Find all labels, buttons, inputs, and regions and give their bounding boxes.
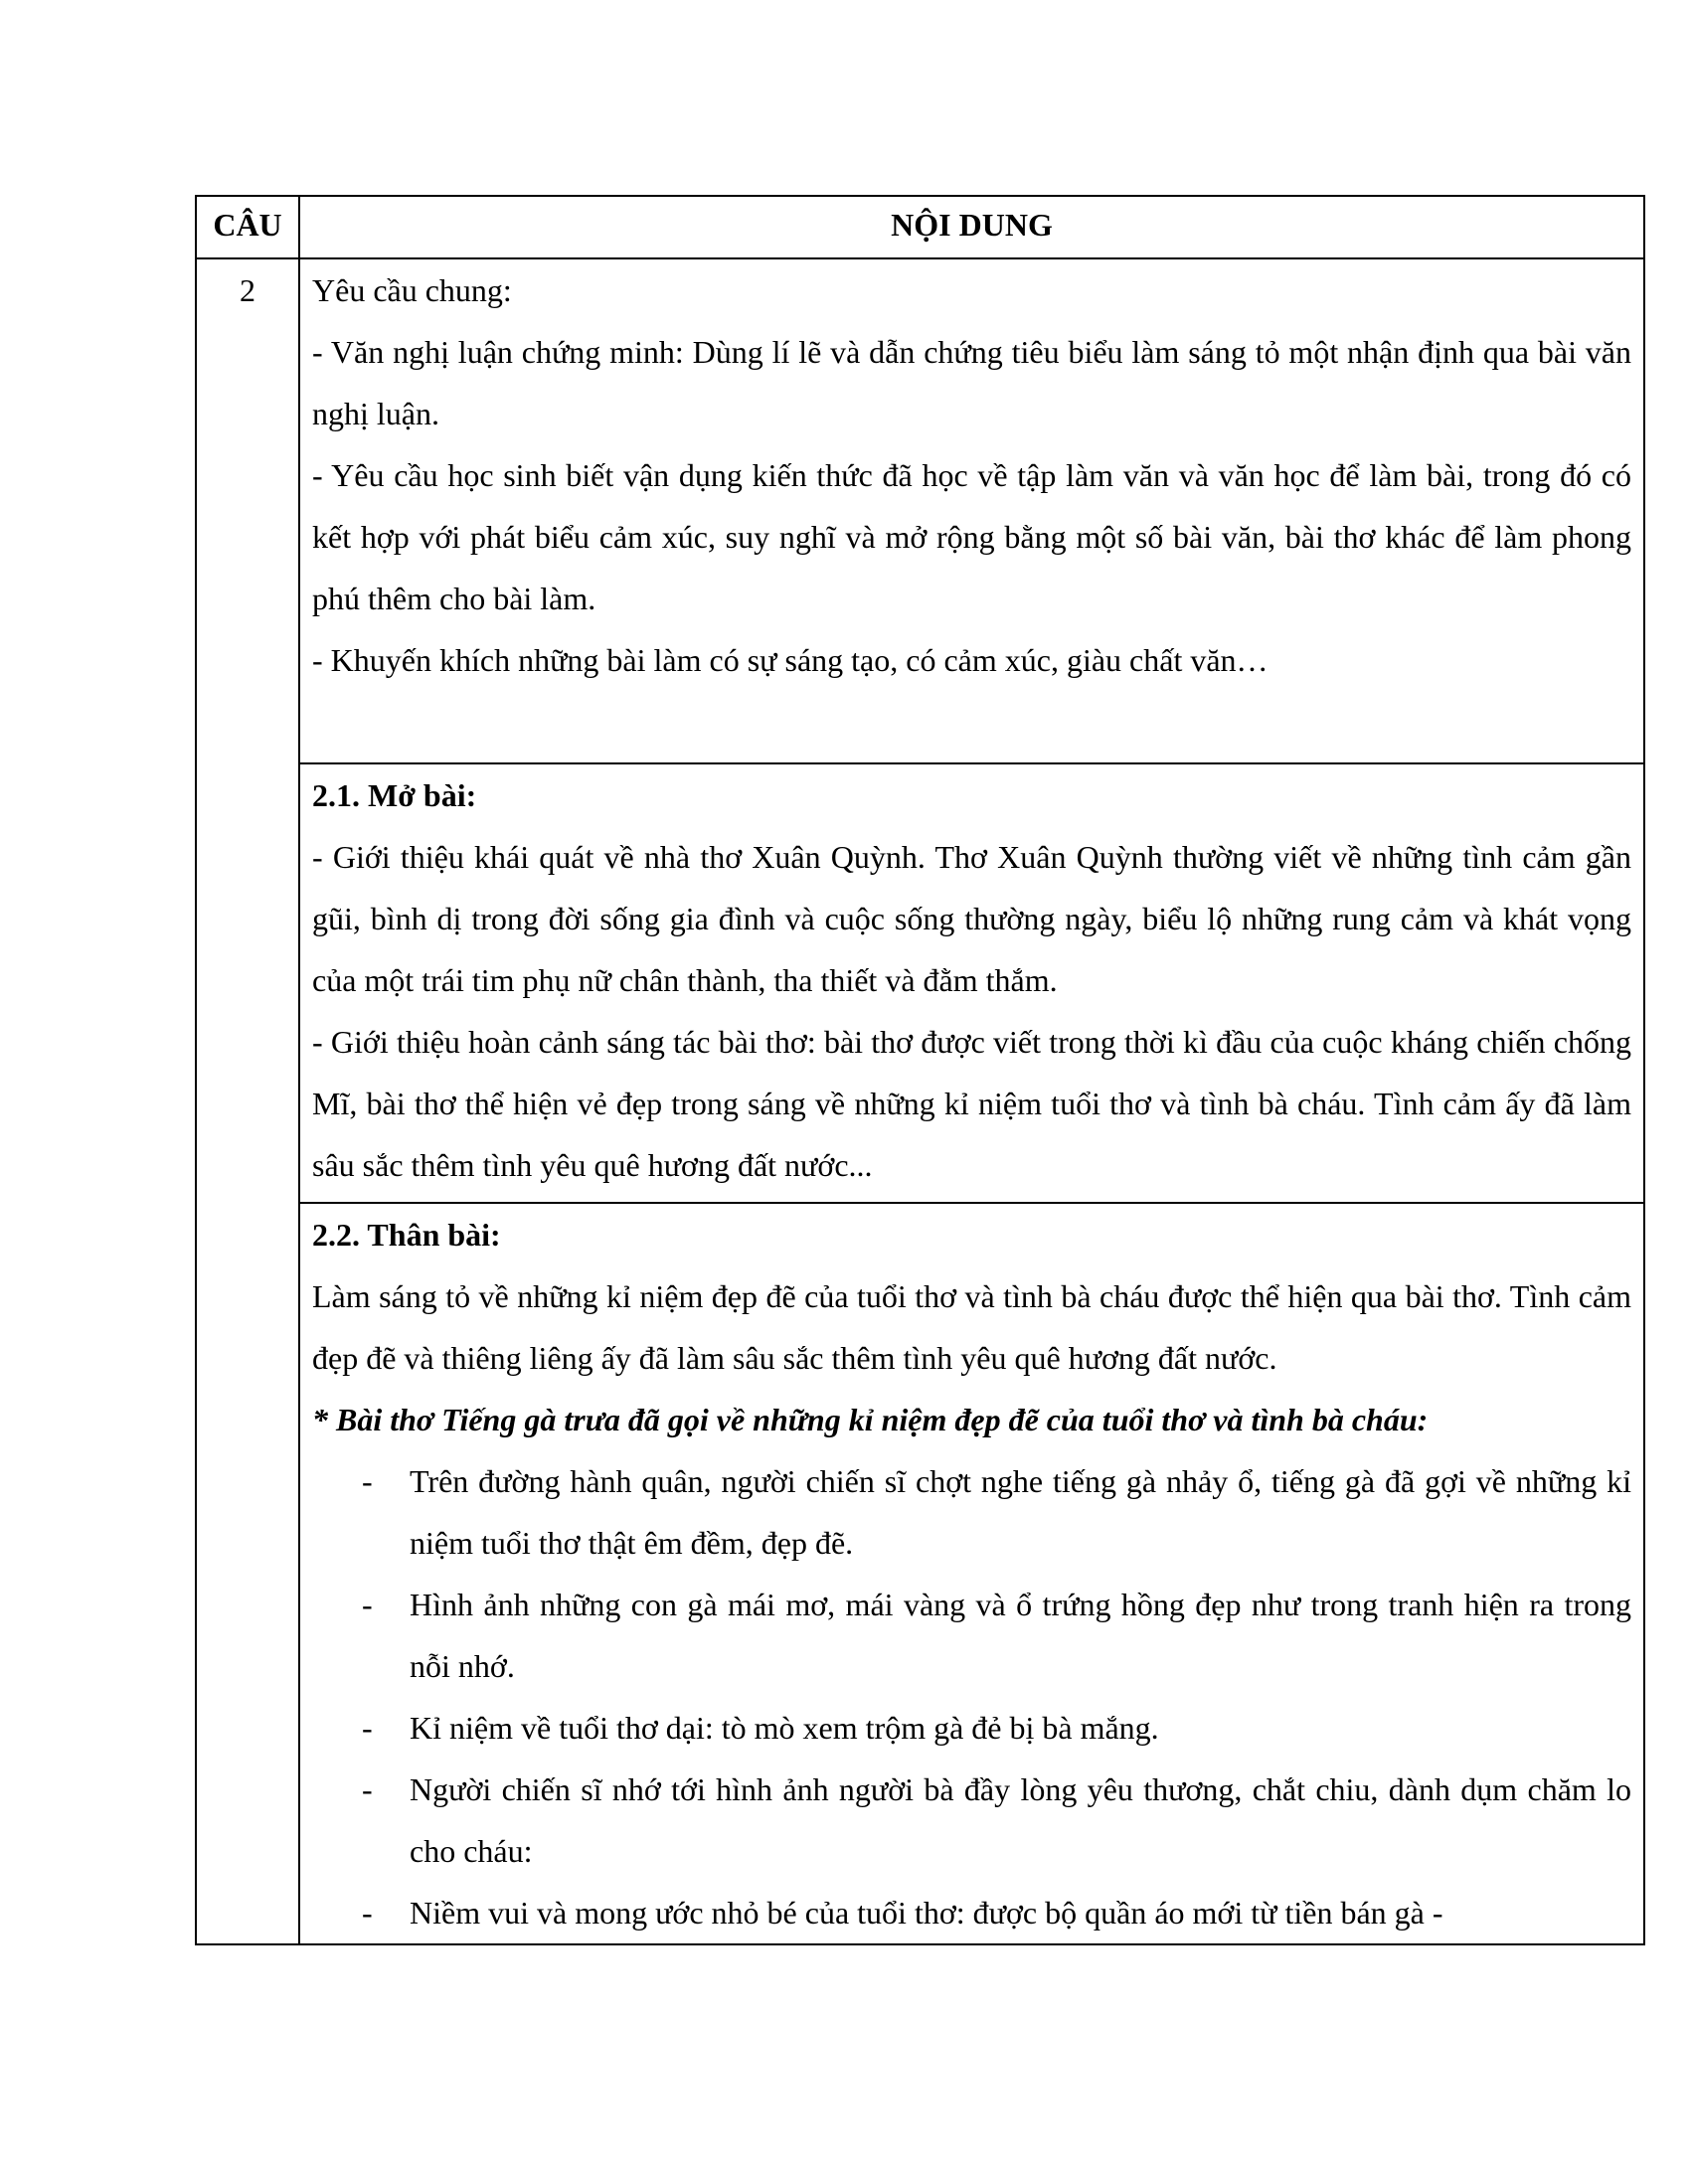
answer-table (195, 195, 1645, 1945)
than-bai-subheading: * Bài thơ Tiếng gà trưa đã gọi về những kỉ niệm đẹp đẽ của tuổi thơ và tình bà cháu: (312, 1402, 1429, 1437)
list-item-text: Trên đường hành quân, người chiến sĩ chợt nghe tiếng gà nhảy ổ, tiếng gà đã gợi về những kỉ niệm tuổi thơ thật êm đềm, đẹp đẽ. (410, 1463, 1631, 1561)
spacer (312, 691, 1631, 753)
than-bai-intro: Làm sáng tỏ về những kỉ niệm đẹp đẽ của tuổi thơ và tình bà cháu được thể hiện qua bài thơ. Tình cảm đẹp đẽ và thiêng liêng ấy đã làm sâu sắc thêm tình yêu quê hương đất nước. (312, 1278, 1631, 1376)
list-item (312, 1574, 1631, 1697)
mo-bai-title: 2.1. Mở bài: (312, 777, 477, 813)
than-bai-bullet-list (312, 1450, 1631, 1943)
table-row (196, 1203, 1644, 1944)
table-row (196, 258, 1644, 763)
list-item (312, 1759, 1631, 1882)
mo-bai-item: - Giới thiệu hoàn cảnh sáng tác bài thơ: bài thơ được viết trong thời kì đầu của cuộc kháng chiến chống Mĩ, bài thơ thể hiện vẻ đẹp trong sáng về những kỉ niệm tuổi thơ và tình bà cháu. Tình cảm ấy đã làm sâu sắc thêm tình yêu quê hương đất nước... (312, 1024, 1631, 1183)
question-number: 2 (196, 258, 299, 1944)
general-requirements-cell (299, 258, 1644, 763)
table-header-row (196, 196, 1644, 258)
list-item (312, 1450, 1631, 1574)
list-item-text: Người chiến sĩ nhớ tới hình ảnh người bà đầy lòng yêu thương, chắt chiu, dành dụm chăm lo cho cháu: (410, 1771, 1631, 1869)
list-item-text: Kỉ niệm về tuổi thơ dại: tò mò xem trộm gà đẻ bị bà mắng. (410, 1710, 1159, 1746)
general-item: - Yêu cầu học sinh biết vận dụng kiến thức đã học về tập làm văn và văn học để làm bài, trong đó có kết hợp với phát biểu cảm xúc, suy nghĩ và mở rộng bằng một số bài văn, bài thơ khác để làm phong phú thêm cho bài làm. (312, 457, 1631, 616)
than-bai-cell (299, 1203, 1644, 1944)
header-cau: CÂU (196, 196, 299, 258)
general-item: - Khuyến khích những bài làm có sự sáng tạo, có cảm xúc, giàu chất văn… (312, 642, 1268, 678)
dash-marker: - (362, 1895, 373, 1931)
dash-marker: - (362, 1463, 373, 1499)
dash-marker: - (362, 1587, 373, 1622)
header-noi-dung: NỘI DUNG (299, 196, 1644, 258)
list-item-text: Niềm vui và mong ước nhỏ bé của tuổi thơ: được bộ quần áo mới từ tiền bán gà - (410, 1895, 1443, 1931)
than-bai-title: 2.2. Thân bài: (312, 1217, 501, 1253)
general-title: Yêu cầu chung: (312, 272, 512, 308)
general-item: - Văn nghị luận chứng minh: Dùng lí lẽ và dẫn chứng tiêu biểu làm sáng tỏ một nhận định qua bài văn nghị luận. (312, 334, 1631, 431)
list-item (312, 1697, 1631, 1759)
table-row (196, 763, 1644, 1203)
mo-bai-cell (299, 763, 1644, 1203)
list-item (312, 1882, 1631, 1943)
mo-bai-item: - Giới thiệu khái quát về nhà thơ Xuân Quỳnh. Thơ Xuân Quỳnh thường viết về những tình cảm gần gũi, bình dị trong đời sống gia đình và cuộc sống thường ngày, biểu lộ những rung cảm và khát vọng của một trái tim phụ nữ chân thành, tha thiết và đằm thắm. (312, 839, 1631, 998)
dash-marker: - (362, 1771, 373, 1807)
list-item-text: Hình ảnh những con gà mái mơ, mái vàng và ổ trứng hồng đẹp như trong tranh hiện ra trong nỗi nhớ. (410, 1587, 1631, 1684)
dash-marker: - (362, 1710, 373, 1746)
